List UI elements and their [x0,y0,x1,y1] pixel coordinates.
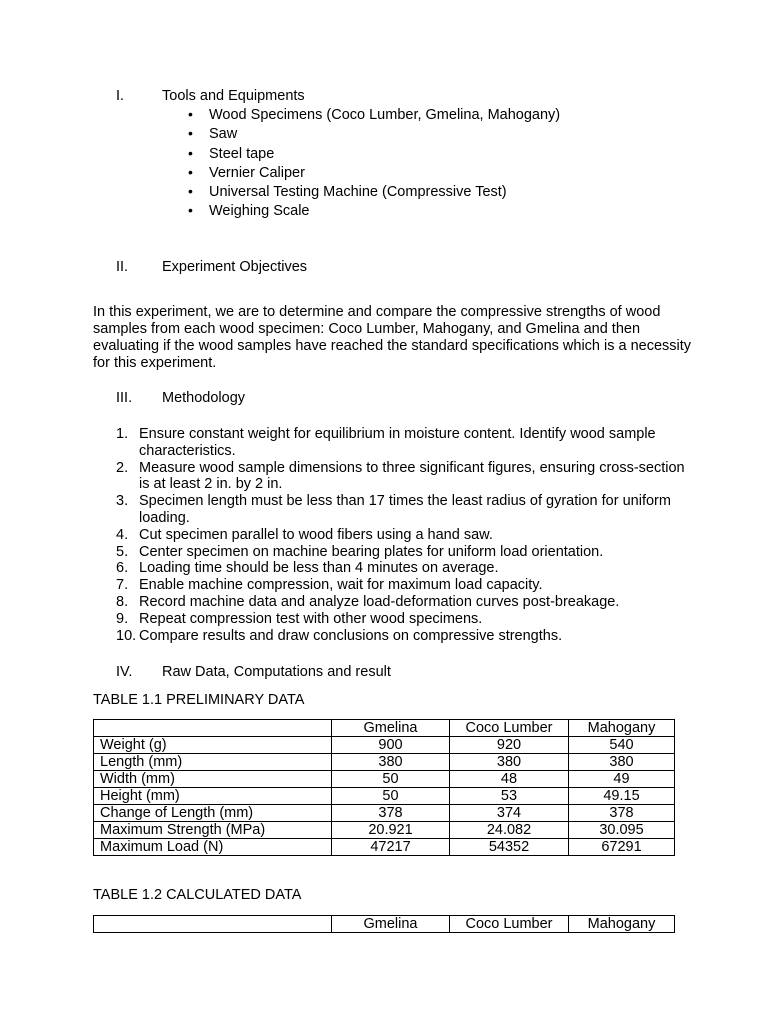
table-row [94,822,675,839]
section-number: II. [116,259,129,275]
table-cell: 47217 [332,839,450,856]
step-item [116,594,686,611]
row-label: Change of Length (mm) [94,805,332,822]
preliminary-data-table [93,719,675,856]
table-header-cell: Gmelina [332,720,450,737]
table-header-cell: Mahogany [569,916,675,933]
step-text: Record machine data and analyze load-deformation curves post-breakage. [139,593,620,610]
table-cell: 24.082 [450,822,569,839]
table-cell: 48 [450,771,569,788]
table-header-row [94,720,675,737]
table-cell: 54352 [450,839,569,856]
step-text: Ensure constant weight for equilibrium in moisture content. Identify wood sample characteristics. [139,426,656,459]
step-item [116,560,686,577]
table-cell: 380 [332,754,450,771]
step-number: 7. [116,577,129,594]
step-number: 9. [116,610,129,627]
step-item [116,493,686,527]
row-label: Height (mm) [94,788,332,805]
step-number: 4. [116,526,129,543]
step-number: 6. [116,560,129,577]
step-number: 2. [116,459,129,476]
table-row [94,754,675,771]
list-item: • Saw [188,124,560,143]
section-number: IV. [116,664,133,680]
table-header-cell: Coco Lumber [450,720,569,737]
list-item: • Weighing Scale [188,201,560,220]
table2-caption: TABLE 1.2 CALCULATED DATA [93,887,302,903]
section-rawdata-heading [116,663,391,681]
table-header-cell [94,720,332,737]
section-objectives-heading [116,258,307,276]
section-title: Methodology [162,390,246,406]
table-row [94,805,675,822]
step-number: 5. [116,543,129,560]
table-cell: 50 [332,788,450,805]
section-number: III. [116,390,133,406]
step-item [116,426,686,460]
section-number: I. [116,88,125,104]
table-header-cell: Gmelina [332,916,450,933]
methodology-steps [116,426,686,644]
step-item [116,527,686,544]
table-cell: 380 [450,754,569,771]
row-label: Length (mm) [94,754,332,771]
step-text: Measure wood sample dimensions to three significant figures, ensuring cross-section is at least 2 in. by 2 in. [139,459,685,493]
section-title: Raw Data, Computations and result [162,664,391,680]
table-header-cell [94,916,332,933]
step-item [116,577,686,594]
table-cell: 900 [332,737,450,754]
table-cell: 380 [569,754,675,771]
step-item [116,611,686,628]
step-text: Repeat compression test with other wood specimens. [139,610,483,627]
list-item: • Wood Specimens (Coco Lumber, Gmelina, Mahogany) [188,105,560,124]
step-number: 3. [116,493,129,510]
calculated-data-table [93,915,675,933]
row-label: Maximum Strength (MPa) [94,822,332,839]
step-number: 8. [116,593,129,610]
list-item: • Vernier Caliper [188,163,560,182]
table-cell: 920 [450,737,569,754]
table-header-cell: Coco Lumber [450,916,569,933]
table-row [94,788,675,805]
step-item [116,628,686,645]
table-cell: 30.095 [569,822,675,839]
section-methodology-heading [116,389,245,407]
step-text: Enable machine compression, wait for maximum load capacity. [139,577,543,594]
table-cell: 20.921 [332,822,450,839]
table-cell: 49.15 [569,788,675,805]
step-text: Compare results and draw conclusions on compressive strengths. [139,627,563,644]
step-text: Specimen length must be less than 17 times the least radius of gyration for uniform loading. [139,493,671,526]
row-label: Maximum Load (N) [94,839,332,856]
table-cell: 50 [332,771,450,788]
step-item [116,460,686,494]
objectives-paragraph: In this experiment, we are to determine and compare the compressive strengths of wood samples from each wood specimen: Coco Lumber, Mahogany, and Gmelina and then evaluating if the wood samples have reached the standard specifications which is a necessity for this experiment. [93,304,692,371]
step-text: Loading time should be less than 4 minutes on average. [139,560,499,577]
step-number: 1. [116,426,129,442]
list-item: • Universal Testing Machine (Compressive Test) [188,182,560,201]
section-title: Experiment Objectives [162,259,308,275]
table-cell: 378 [332,805,450,822]
section-title: Tools and Equipments [162,88,305,104]
table-cell: 49 [569,771,675,788]
table-row [94,839,675,856]
table-row [94,737,675,754]
table-cell: 540 [569,737,675,754]
step-text: Cut specimen parallel to wood fibers using a hand saw. [139,526,493,543]
step-number: 10. [116,627,137,644]
row-label: Width (mm) [94,771,332,788]
table-cell: 374 [450,805,569,822]
step-item [116,544,686,561]
table-cell: 378 [569,805,675,822]
tools-list [188,105,560,221]
list-item: • Steel tape [188,144,560,163]
table1-caption: TABLE 1.1 PRELIMINARY DATA [93,692,305,708]
table-row [94,771,675,788]
table-header-cell: Mahogany [569,720,675,737]
row-label: Weight (g) [94,737,332,754]
table-header-row [94,916,675,933]
section-tools-heading [116,87,305,105]
step-text: Center specimen on machine bearing plates for uniform load orientation. [139,543,604,560]
table-cell: 53 [450,788,569,805]
table-cell: 67291 [569,839,675,856]
